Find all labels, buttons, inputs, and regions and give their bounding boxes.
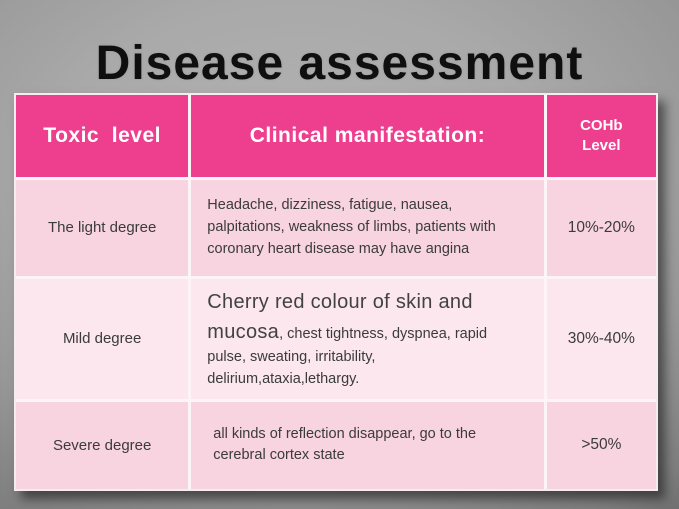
manifestation-text — [207, 287, 527, 391]
cohb-level-cell: 10%-20% — [547, 180, 656, 276]
manifestation-text: Headache, dizziness, fatigue, nausea, palpitations, weakness of limbs, patients with coronary heart disease may have angina — [207, 197, 496, 257]
header-cell-clinical-manifestation — [191, 95, 543, 177]
manifestation-rest-text: , chest tightness, dyspnea, rapid pulse, sweating, irritability, delirium,ataxia,lethargy. — [207, 326, 488, 387]
manifestation-text: all kinds of reflection disappear, go to the cerebral cortex state — [213, 425, 477, 464]
header-cohb-line1: COHb — [580, 116, 623, 134]
manifestation-cell — [191, 279, 543, 399]
header-toxic-level-label: Toxic level — [43, 123, 161, 147]
cohb-level-cell: >50% — [547, 402, 656, 489]
manifestation-lead-text: Cherry red colour of skin and mucosa — [207, 291, 473, 344]
toxic-level-cell: Mild degree — [16, 279, 188, 399]
manifestation-cell — [191, 402, 543, 489]
assessment-table — [14, 93, 658, 491]
header-cohb-level-label — [580, 116, 623, 157]
toxic-level-cell: Severe degree — [16, 402, 188, 489]
cohb-level-cell: 30%-40% — [547, 279, 656, 399]
toxic-level-cell: The light degree — [16, 180, 188, 276]
header-clinical-manifestation-label: Clinical manifestation: — [249, 123, 486, 147]
header-cell-cohb-level — [547, 95, 656, 177]
page-title: Disease assessment — [95, 37, 584, 90]
manifestation-cell — [191, 180, 543, 276]
header-cell-toxic-level — [16, 95, 188, 177]
header-cohb-line2: Level — [582, 136, 621, 154]
